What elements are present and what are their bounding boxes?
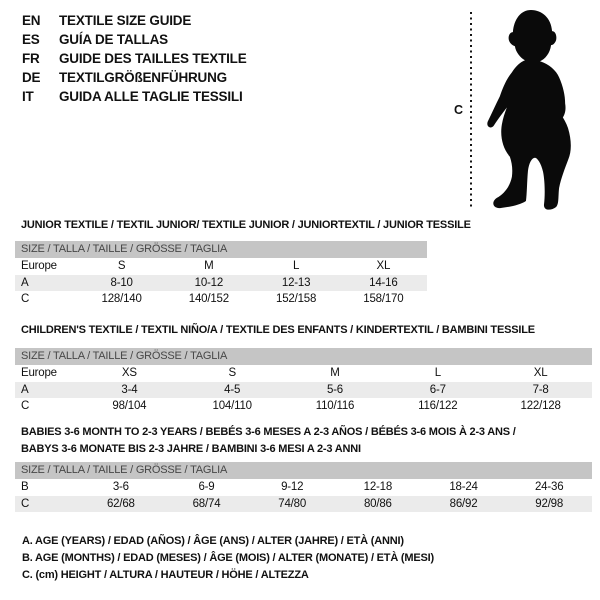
language-row — [22, 30, 247, 49]
table-title — [15, 217, 471, 234]
row-label: C — [21, 400, 30, 412]
table-cell: 3-4 — [121, 383, 138, 396]
language-label: GUIDA ALLE TAGLIE TESSILI — [59, 89, 243, 104]
table-title-line: BABYS 3-6 MONATE BIS 2-3 JAHRE / BAMBINI 3-6 MESI A 2-3 ANNI — [21, 443, 361, 455]
row-label: C — [21, 293, 30, 305]
table-row — [15, 258, 427, 275]
row-label: Europe — [21, 367, 57, 379]
baby-figure-area — [440, 0, 600, 220]
table-cell: 80/86 — [363, 497, 392, 510]
language-row — [22, 87, 247, 106]
table-cell: 9-12 — [281, 481, 304, 493]
language-code: EN — [22, 13, 41, 28]
language-row — [22, 68, 247, 87]
table-cell: 18-24 — [449, 481, 478, 493]
height-measure-dotted-line — [470, 12, 472, 210]
table-title-line: BABIES 3-6 MONTH TO 2-3 YEARS / BEBÉS 3-6 MESES A 2-3 AÑOS / BÉBÉS 3-6 MOIS À 2-3 ANS / — [21, 426, 516, 438]
table-row — [15, 382, 592, 399]
table-cell: 86/92 — [449, 497, 478, 510]
table-cell: 4-5 — [224, 383, 241, 396]
table-cell: 128/140 — [101, 293, 142, 305]
table-cell: 14-16 — [369, 276, 398, 289]
row-label: A — [21, 383, 29, 396]
table-cell: 12-13 — [281, 276, 311, 289]
table-cell: 140/152 — [188, 293, 229, 305]
row-label: C — [21, 497, 30, 510]
language-row — [22, 49, 247, 68]
table-cell: 152/158 — [276, 293, 317, 305]
language-label: TEXTILE SIZE GUIDE — [59, 13, 192, 28]
table-cell: 62/68 — [106, 497, 135, 510]
table-row — [15, 479, 592, 496]
table-row — [15, 291, 427, 308]
footnotes — [22, 533, 434, 585]
language-label: GUÍA DE TALLAS — [59, 32, 168, 47]
table-cell: 104/110 — [212, 400, 252, 412]
table-cell: 110/116 — [315, 400, 355, 412]
footnote-line: A. AGE (YEARS) / EDAD (AÑOS) / ÂGE (ANS) / ALTER (JAHRE) / ETÀ (ANNI) — [22, 535, 404, 547]
table-cell: XS — [121, 367, 137, 379]
table-cell: 68/74 — [192, 497, 221, 510]
table-cell: S — [228, 367, 236, 379]
size-table-3 — [15, 424, 592, 512]
table-cell: 12-18 — [363, 481, 393, 493]
language-code: IT — [22, 89, 34, 104]
table-cell: L — [434, 367, 441, 379]
table-cell: L — [293, 260, 300, 272]
table-cell: 8-10 — [110, 276, 133, 289]
table-cell: XL — [533, 367, 548, 379]
table-cell: 92/98 — [535, 497, 564, 510]
table-cell: 10-12 — [194, 276, 224, 289]
table-cell: 98/104 — [112, 400, 147, 412]
table-row — [15, 365, 592, 382]
language-code: DE — [22, 70, 41, 85]
table-row — [15, 275, 427, 292]
table-cell: XL — [376, 260, 391, 272]
table-cell: 6-7 — [429, 383, 446, 396]
table-cell: 158/170 — [363, 293, 404, 305]
table-cell: 6-9 — [198, 481, 215, 493]
table-title — [15, 424, 592, 458]
row-label: Europe — [21, 260, 57, 272]
size-header-bar: SIZE / TALLA / TAILLE / GRÖSSE / TAGLIA — [15, 241, 427, 258]
table-cell: 7-8 — [532, 383, 549, 396]
table-cell: 24-36 — [534, 481, 564, 493]
language-label: GUIDE DES TAILLES TEXTILE — [59, 51, 247, 66]
table-cell: 3-6 — [112, 481, 129, 493]
table-cell: 5-6 — [326, 383, 343, 396]
size-header-bar: SIZE / TALLA / TAILLE / GRÖSSE / TAGLIA — [15, 462, 592, 479]
size-table-1 — [15, 217, 471, 308]
table-cell: M — [204, 260, 214, 272]
table-title — [15, 322, 592, 339]
language-label: TEXTILGRÖßENFÜHRUNG — [59, 70, 227, 85]
baby-silhouette-icon — [483, 7, 587, 213]
language-list — [22, 11, 247, 106]
row-label: A — [21, 276, 29, 289]
table-cell: 74/80 — [278, 497, 307, 510]
language-code: FR — [22, 51, 40, 66]
language-row — [22, 11, 247, 30]
table-cell: M — [330, 367, 340, 379]
table-title-line: CHILDREN'S TEXTILE / TEXTIL NIÑO/A / TEXTILE DES ENFANTS / KINDERTEXTIL / BAMBINI TESSILE — [21, 324, 535, 336]
footnote-line: C. (cm) HEIGHT / ALTURA / HAUTEUR / HÖHE / ALTEZZA — [22, 569, 309, 582]
table-cell: 116/122 — [418, 400, 458, 412]
language-code: ES — [22, 32, 40, 47]
table-row — [15, 496, 592, 513]
table-title-line: JUNIOR TEXTILE / TEXTIL JUNIOR/ TEXTILE JUNIOR / JUNIORTEXTIL / JUNIOR TESSILE — [21, 219, 471, 231]
size-header-bar: SIZE / TALLA / TAILLE / GRÖSSE / TAGLIA — [15, 348, 592, 365]
row-label: B — [21, 481, 29, 493]
table-cell: 122/128 — [520, 400, 561, 412]
footnote-line: B. AGE (MONTHS) / EDAD (MESES) / ÂGE (MOIS) / ALTER (MONATE) / ETÀ (MESI) — [22, 552, 434, 565]
table-row — [15, 398, 592, 415]
size-table-2 — [15, 322, 592, 415]
table-cell: S — [117, 260, 126, 272]
height-c-label: C — [454, 103, 463, 117]
